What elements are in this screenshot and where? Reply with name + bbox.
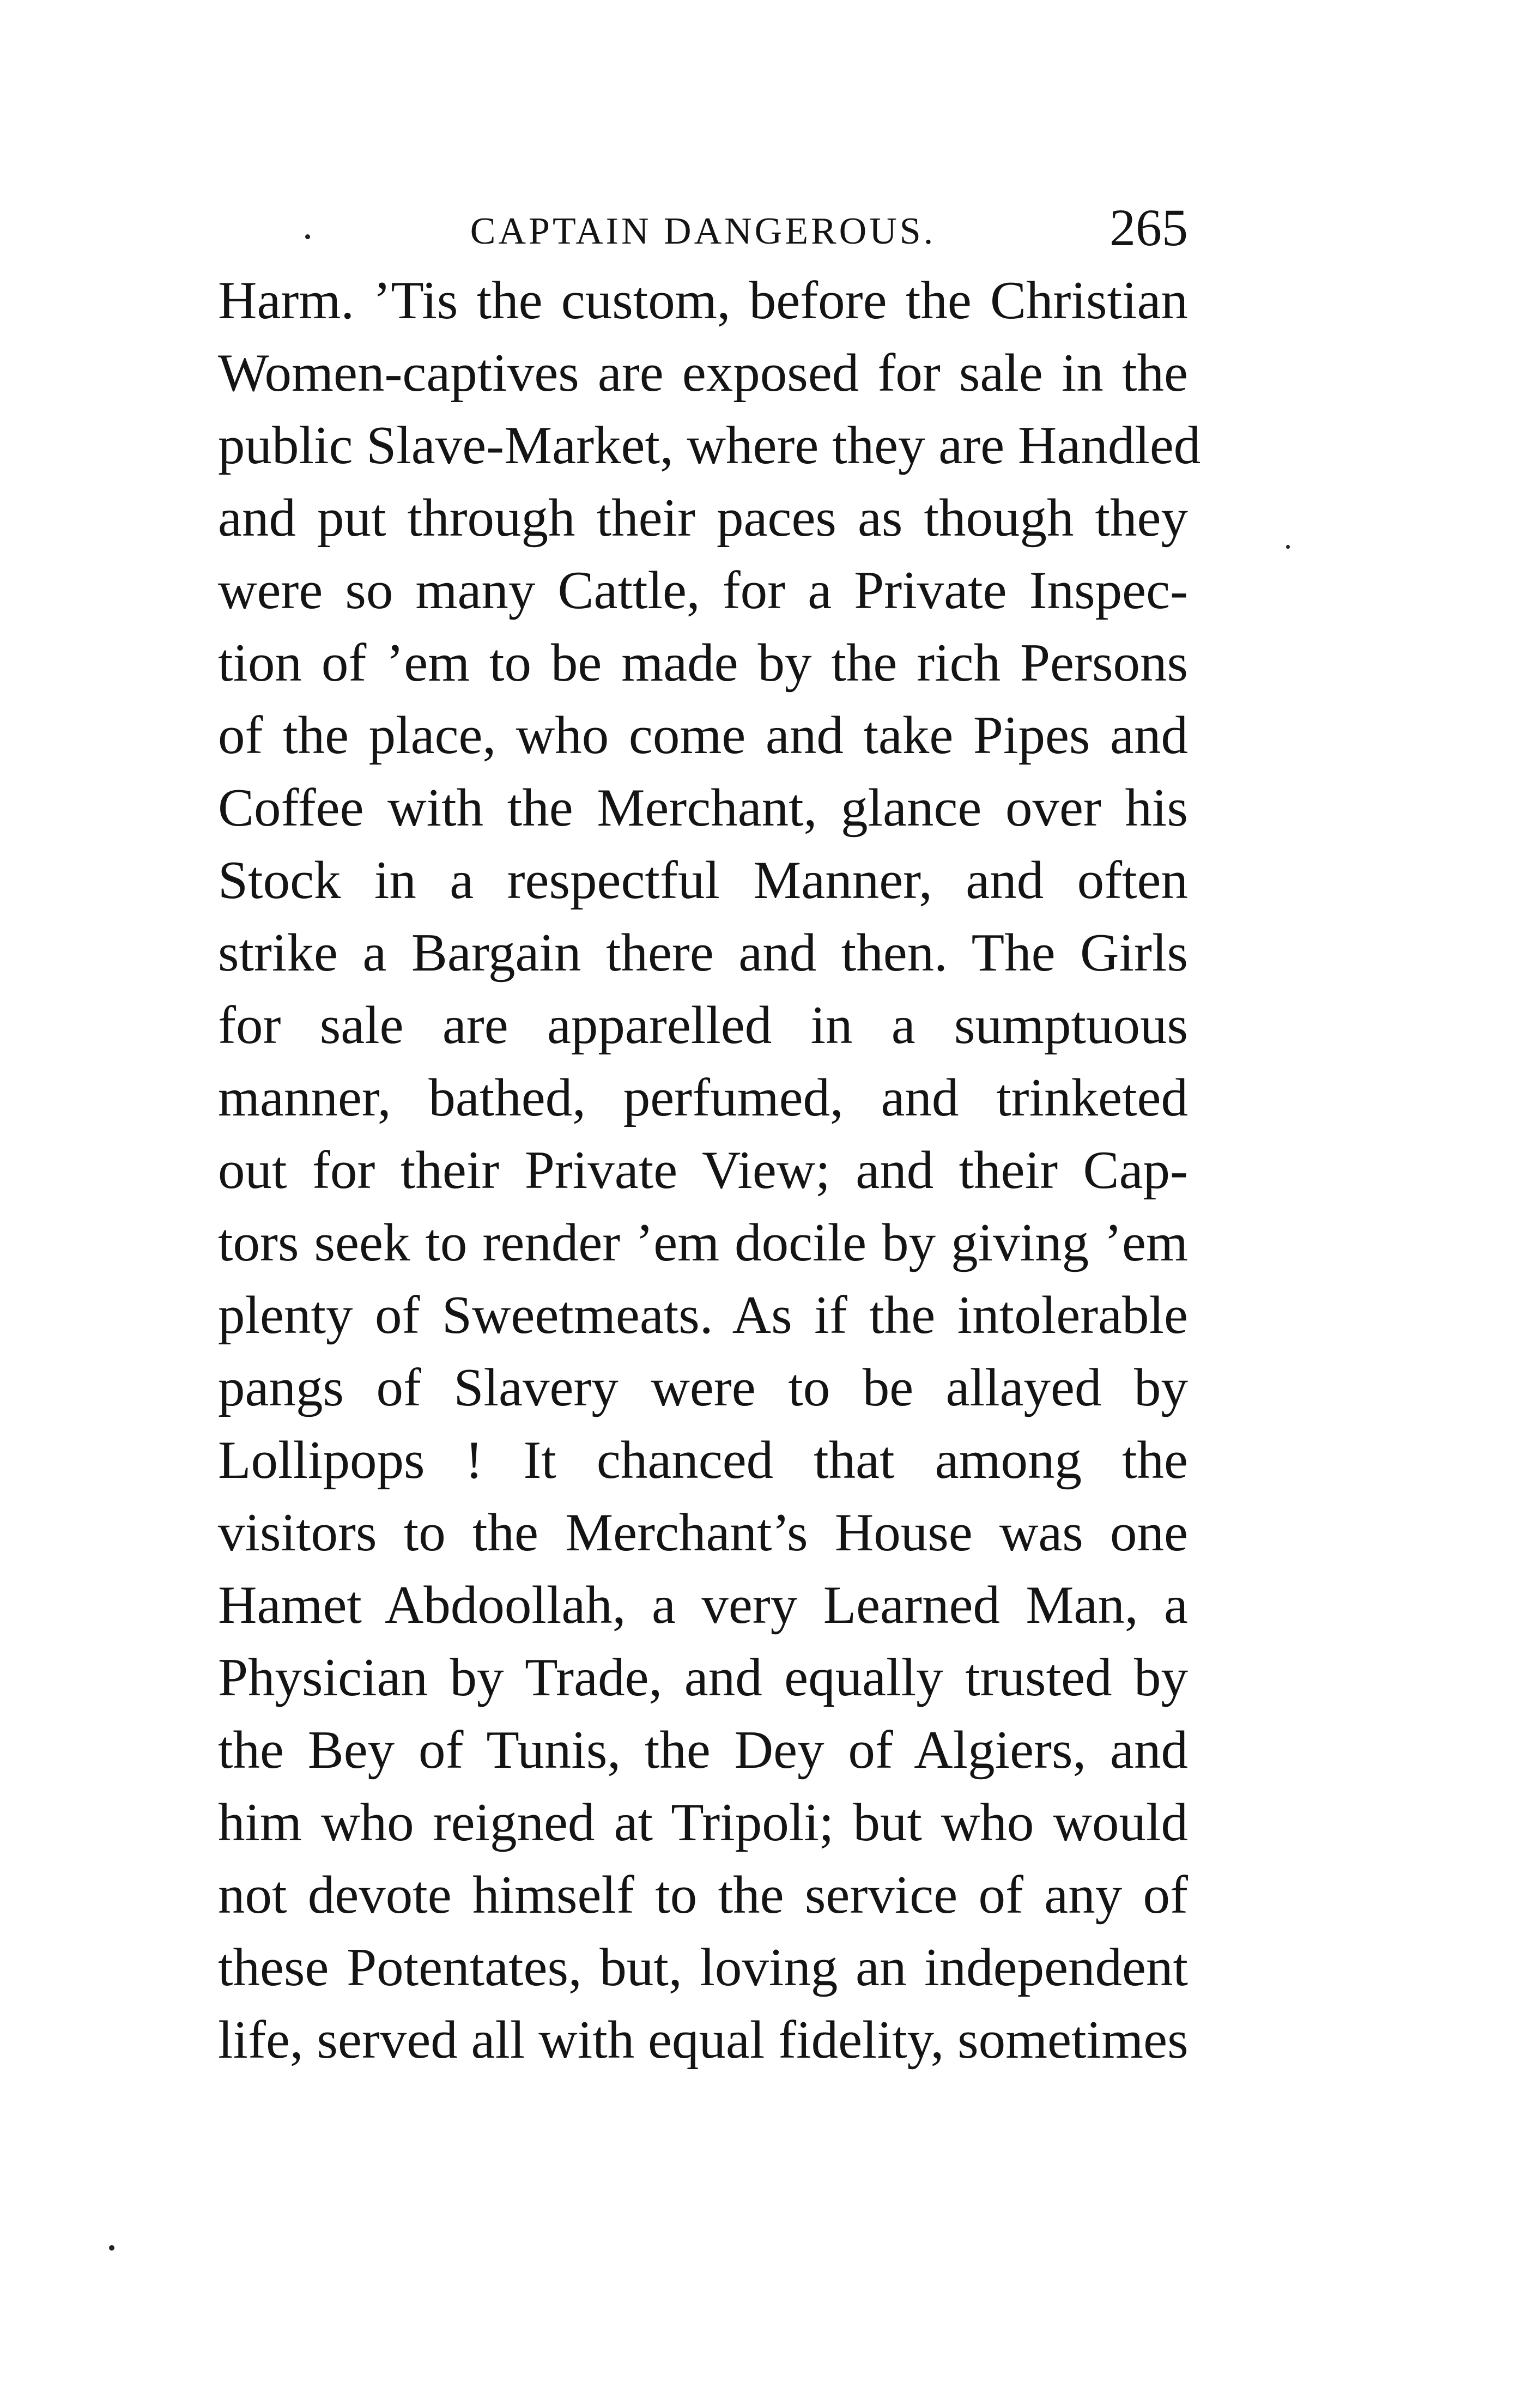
running-head bbox=[218, 196, 1188, 256]
text-line: tors seek to render ’em docile by giving ’em bbox=[218, 1213, 1188, 1272]
text-line: of the place, who come and take Pipes and bbox=[218, 706, 1188, 765]
text-line: public Slave-Market, where they are Handled bbox=[218, 416, 1201, 475]
text-line: Physician by Trade, and equally trusted by bbox=[218, 1648, 1188, 1707]
text-line: out for their Private View; and their Cap- bbox=[218, 1141, 1188, 1200]
text-line: Harm. ’Tis the custom, before the Christian bbox=[218, 271, 1188, 330]
text-line: life, served all with equal fidelity, sometimes bbox=[218, 2010, 1189, 2070]
page-number: 265 bbox=[1109, 198, 1188, 257]
text-line: Stock in a respectful Manner, and often bbox=[218, 851, 1188, 910]
text-line: the Bey of Tunis, the Dey of Algiers, and bbox=[218, 1720, 1188, 1780]
running-head-title: CAPTAIN DANGEROUS. bbox=[470, 210, 936, 252]
printing-speck bbox=[1286, 545, 1290, 549]
printing-speck bbox=[109, 2245, 114, 2251]
text-line: were so many Cattle, for a Private Inspec- bbox=[218, 561, 1188, 620]
text-line: him who reigned at Tripoli; but who would bbox=[218, 1793, 1188, 1852]
text-line: visitors to the Merchant’s House was one bbox=[218, 1503, 1188, 1562]
text-line: Hamet Abdoollah, a very Learned Man, a bbox=[218, 1575, 1188, 1635]
text-line: tion of ’em to be made by the rich Persons bbox=[218, 633, 1188, 693]
text-line: strike a Bargain there and then. The Girls bbox=[218, 923, 1188, 983]
text-line: these Potentates, but, loving an independent bbox=[218, 1938, 1188, 1997]
text-line: Coffee with the Merchant, glance over his bbox=[218, 778, 1188, 838]
text-line: plenty of Sweetmeats. As if the intolerable bbox=[218, 1286, 1188, 1345]
text-line: not devote himself to the service of any of bbox=[218, 1865, 1188, 1925]
text-line: Lollipops ! It chanced that among the bbox=[218, 1430, 1188, 1490]
text-line: Women-captives are exposed for sale in the bbox=[218, 343, 1188, 403]
body-text bbox=[218, 264, 1201, 2076]
text-line: for sale are apparelled in a sumptuous bbox=[218, 996, 1188, 1055]
text-line: manner, bathed, perfumed, and trinketed bbox=[218, 1068, 1188, 1127]
text-line: and put through their paces as though they bbox=[218, 488, 1188, 548]
text-line: pangs of Slavery were to be allayed by bbox=[218, 1358, 1188, 1417]
